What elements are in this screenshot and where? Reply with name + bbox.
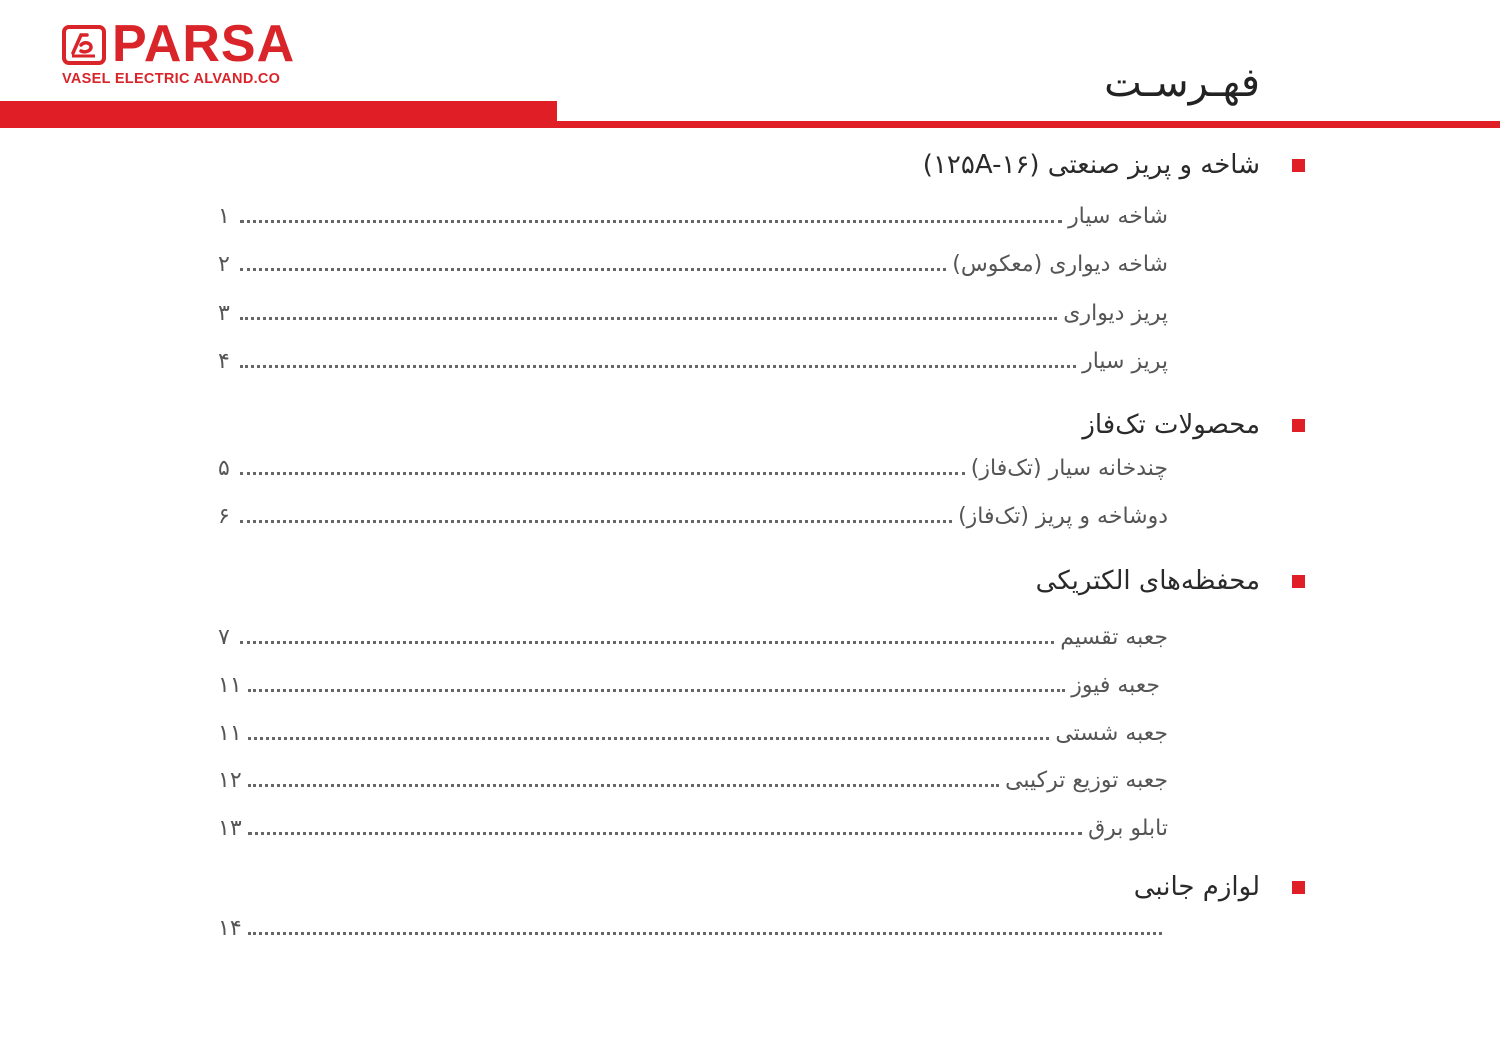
toc-row[interactable] <box>218 498 1168 532</box>
toc-page-number: ۱ <box>218 204 230 229</box>
toc-label: چندخانه سیار (تک‌فاز) <box>970 456 1168 481</box>
section-heading-industrial <box>923 148 1305 182</box>
section-title: شاخه و پریز صنعتی (۱۲۵A-۱۶) <box>922 150 1260 180</box>
toc-row[interactable] <box>218 762 1168 796</box>
toc-page-number: ۱۱ <box>218 673 242 698</box>
bullet-icon <box>1292 419 1305 432</box>
section-title: محصولات تک‌فاز <box>1082 410 1260 440</box>
toc-leader-dots <box>240 365 1076 368</box>
toc-leader-dots <box>240 220 1062 223</box>
toc-row[interactable] <box>218 450 1168 484</box>
toc-label: جعبه فیوز <box>1071 673 1160 698</box>
toc-page-number: ۱۱ <box>218 721 242 746</box>
bullet-icon <box>1292 159 1305 172</box>
toc-page-number: ۳ <box>218 301 230 326</box>
section-heading-enclosures <box>1036 564 1305 598</box>
toc-leader-dots <box>248 737 1050 740</box>
toc-row[interactable] <box>218 198 1168 232</box>
toc-row[interactable] <box>218 246 1168 280</box>
toc-label: جعبه شستی <box>1055 721 1168 746</box>
toc-label: تابلو برق <box>1088 816 1168 841</box>
toc-row[interactable] <box>218 910 1168 944</box>
bullet-icon <box>1292 881 1305 894</box>
toc-row[interactable] <box>218 343 1168 377</box>
toc-label: پریز دیواری <box>1063 301 1168 326</box>
toc-leader-dots <box>240 641 1054 644</box>
section-heading-single-phase <box>1082 408 1305 442</box>
toc-page-number: ۱۲ <box>218 768 242 793</box>
toc-page-number: ۵ <box>218 456 230 481</box>
bullet-icon <box>1292 575 1305 588</box>
toc-leader-dots <box>248 832 1082 835</box>
toc-leader-dots <box>240 520 952 523</box>
logo-subtitle: VASEL ELECTRIC ALVAND.CO <box>62 71 281 87</box>
toc-leader-dots <box>240 472 965 475</box>
toc-row[interactable] <box>218 667 1168 701</box>
toc-leader-dots <box>248 689 1066 692</box>
toc-page-number: ۷ <box>218 625 230 650</box>
page-title: فهـرسـت <box>1104 60 1260 106</box>
section-title: لوازم جانبی <box>1133 872 1260 902</box>
toc-label: دوشاخه و پریز (تک‌فاز) <box>958 504 1168 529</box>
toc-page-number: ۱۳ <box>218 816 242 841</box>
logo-wordmark: PARSA <box>112 15 296 73</box>
toc-label: پریز سیار <box>1082 349 1168 374</box>
header-bar-thick <box>0 101 557 128</box>
toc-leader-dots <box>240 268 946 271</box>
toc-label: جعبه تقسیم <box>1060 625 1168 650</box>
toc-leader-dots <box>240 317 1057 320</box>
section-heading-accessories <box>1134 870 1305 904</box>
toc-page-number: ۶ <box>218 504 230 529</box>
section-title: محفظه‌های الکتریکی <box>1035 566 1260 596</box>
toc-leader-dots <box>248 932 1162 935</box>
toc-page-number: ۱۴ <box>218 916 242 941</box>
toc-label: جعبه توزیع ترکیبی <box>1005 768 1168 793</box>
header-bar-thin <box>557 121 1500 128</box>
toc-row[interactable] <box>218 619 1168 653</box>
toc-label: شاخه دیواری (معکوس) <box>952 252 1168 277</box>
brand-logo <box>60 15 320 92</box>
toc-label: شاخه سیار <box>1068 204 1168 229</box>
toc-leader-dots <box>248 784 999 787</box>
logo-mark-icon <box>62 25 106 65</box>
toc-row[interactable] <box>218 295 1168 329</box>
toc-row[interactable] <box>218 810 1168 844</box>
toc-page-number: ۲ <box>218 252 230 277</box>
toc-row[interactable] <box>218 715 1168 749</box>
toc-page-number: ۴ <box>218 349 230 374</box>
